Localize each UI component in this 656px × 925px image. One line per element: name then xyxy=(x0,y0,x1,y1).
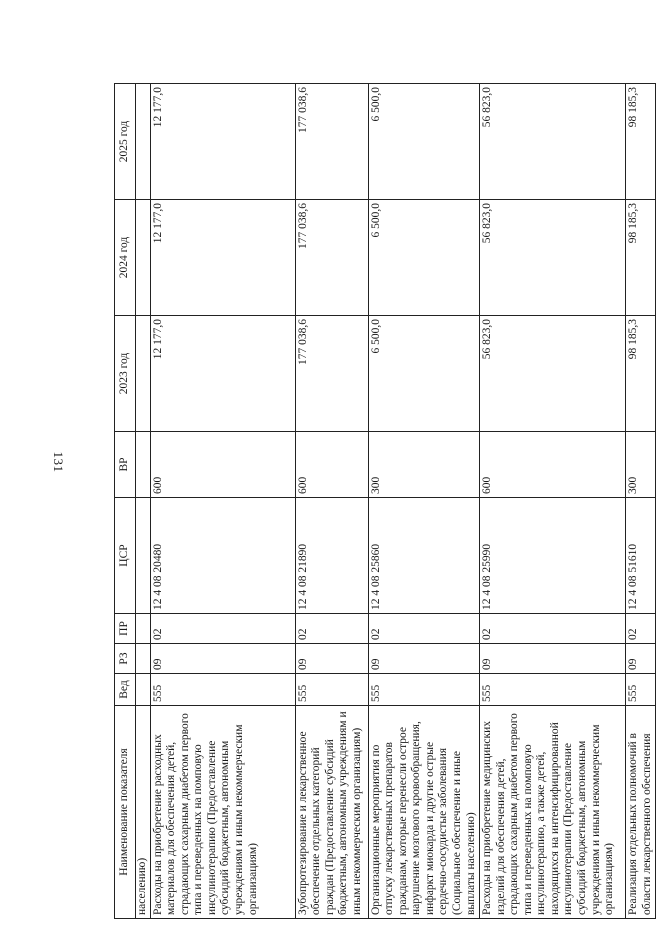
cell-empty xyxy=(136,316,151,432)
cell-rz: 09 xyxy=(368,644,480,674)
rotated-page-content xyxy=(114,84,653,919)
cell-2024: 6 500,0 xyxy=(368,200,480,316)
table-header-row xyxy=(115,84,136,919)
cell-2023: 56 823,0 xyxy=(480,316,626,432)
cell-empty xyxy=(136,84,151,200)
cell-name: Организационные мероприятия по отпуску лекарственных препаратов гражданам, которые перенесли острое нарушение мозгового кровообращения, инфаркт миокарда и другие острые сердечно-сосудистые заболевания (Социальное обеспечение и иные выплаты населению) xyxy=(368,706,480,919)
cell-vr: 600 xyxy=(150,432,295,498)
cell-csr: 12 4 08 21890 xyxy=(295,498,368,614)
header-vr: ВР xyxy=(115,432,136,498)
cell-2023: 6 500,0 xyxy=(368,316,480,432)
cell-2025: 98 185,3 xyxy=(626,84,656,200)
cell-2024: 177 038,6 xyxy=(295,200,368,316)
cell-2024: 12 177,0 xyxy=(150,200,295,316)
cell-empty xyxy=(136,432,151,498)
continuation-text: населению) xyxy=(136,706,151,919)
cell-rz: 09 xyxy=(150,644,295,674)
table-row xyxy=(295,84,368,919)
cell-pr: 02 xyxy=(626,614,656,644)
table-row xyxy=(480,84,626,919)
cell-name: Зубопротезирование и лекарственное обеспечение отдельных категорий граждан (Предоставление субсидий бюджетным, автономным учреждениям и иным некоммерческим организациям) xyxy=(295,706,368,919)
cell-pr: 02 xyxy=(368,614,480,644)
cell-empty xyxy=(136,614,151,644)
cell-name: Реализация отдельных полномочий в области лекарственного обеспечения xyxy=(626,706,656,919)
cell-empty xyxy=(136,674,151,706)
header-rz: РЗ xyxy=(115,644,136,674)
table-row xyxy=(150,84,295,919)
header-2023: 2023 год xyxy=(115,316,136,432)
cell-csr: 12 4 08 25860 xyxy=(368,498,480,614)
cell-pr: 02 xyxy=(295,614,368,644)
cell-2023: 98 185,3 xyxy=(626,316,656,432)
header-pr: ПР xyxy=(115,614,136,644)
cell-csr: 12 4 08 51610 xyxy=(626,498,656,614)
cell-name: Расходы на приобретение медицинских изделий для обеспечения детей, страдающих сахарным диабетом первого типа и переведенных на помповую инсулинотерапию, а также детей, находящихся на интенсифицированной инсулинотерапии (Предоставление субсидий бюджетным, автономным учреждениям и иным некоммерческим организациям) xyxy=(480,706,626,919)
cell-ved: 555 xyxy=(368,674,480,706)
table-row xyxy=(368,84,480,919)
cell-name: Расходы на приобретение расходных материалов для обеспечения детей, страдающих сахарным диабетом первого типа и переведенных на помповую инсулинотерапию (Предоставление субсидий бюджетным, автономным учреждениям и иным некоммерческим организациям) xyxy=(150,706,295,919)
cell-csr: 12 4 08 25990 xyxy=(480,498,626,614)
cell-rz: 09 xyxy=(480,644,626,674)
header-ved: Вед xyxy=(115,674,136,706)
cell-2023: 177 038,6 xyxy=(295,316,368,432)
cell-2024: 98 185,3 xyxy=(626,200,656,316)
cell-2025: 12 177,0 xyxy=(150,84,295,200)
cell-2025: 6 500,0 xyxy=(368,84,480,200)
cell-pr: 02 xyxy=(150,614,295,644)
cell-vr: 300 xyxy=(368,432,480,498)
cell-empty xyxy=(136,644,151,674)
page-number: 131 xyxy=(51,451,66,473)
cell-vr: 300 xyxy=(626,432,656,498)
cell-csr: 12 4 08 20480 xyxy=(150,498,295,614)
cell-empty xyxy=(136,498,151,614)
cell-2023: 12 177,0 xyxy=(150,316,295,432)
cell-2025: 177 038,6 xyxy=(295,84,368,200)
cell-vr: 600 xyxy=(480,432,626,498)
cell-vr: 600 xyxy=(295,432,368,498)
cell-pr: 02 xyxy=(480,614,626,644)
header-2024: 2024 год xyxy=(115,200,136,316)
cell-2025: 56 823,0 xyxy=(480,84,626,200)
header-2025: 2025 год xyxy=(115,84,136,200)
cell-2024: 56 823,0 xyxy=(480,200,626,316)
cell-ved: 555 xyxy=(295,674,368,706)
budget-table xyxy=(114,83,656,919)
cell-rz: 09 xyxy=(295,644,368,674)
cell-ved: 555 xyxy=(480,674,626,706)
header-name: Наименование показателя xyxy=(115,706,136,919)
table-row xyxy=(626,84,656,919)
cell-ved: 555 xyxy=(150,674,295,706)
table-row-continuation xyxy=(136,84,151,919)
header-csr: ЦСР xyxy=(115,498,136,614)
cell-empty xyxy=(136,200,151,316)
cell-ved: 555 xyxy=(626,674,656,706)
cell-rz: 09 xyxy=(626,644,656,674)
